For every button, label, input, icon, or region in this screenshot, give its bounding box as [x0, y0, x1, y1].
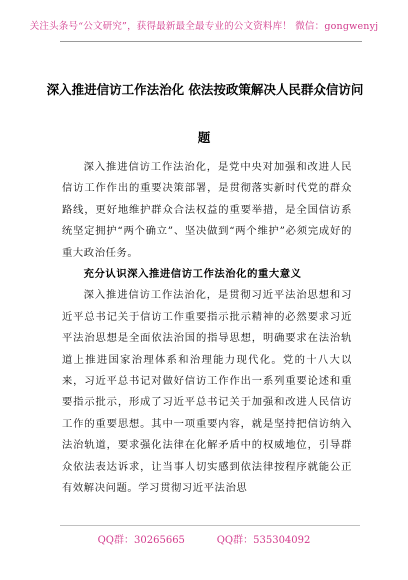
paragraph: 深入推进信访工作法治化，是贯彻习近平法治思想和习近平总书记关于信访工作重要指示批示精神的必然要求习近平法治思想是全面依法治国的指导思想，明确要求在法治轨道上推进国家治理体系和治理能力现代化。党的十八大以来，习近平总书记对做好信访工作作出一系列重要论述和重要指示批示，形成了习近平总书记关于加强和改进人民信访工作的重要思想。其中一项重要内容，就是坚持把信访纳入法治轨道，要求强化法律在化解矛盾中的权威地位，引导群众依法表达诉求，让当事人切实感到依法律按程序就能公正有效解决问题。学习贯彻习近平法治思: [62, 289, 352, 495]
section-heading: 充分认识深入推进信访工作法治化的重大意义: [83, 268, 302, 281]
qq-group-number: 535304092: [253, 535, 311, 546]
paragraph: 深入推进信访工作法治化，是党中央对加强和改进人民信访工作作出的重要决策部署，是贯彻落实新时代党的群众路线，更好地维护群众合法权益的重要举措，是全国信访系统坚定拥护“两个确立”、坚决做到“两个维护”必须完成好的重大政治任务。: [62, 161, 352, 259]
document-title-continued: 题: [197, 130, 211, 145]
footer-divider: [60, 525, 360, 526]
header-divider: [60, 41, 362, 42]
qq-group-label: QQ群：: [216, 535, 254, 546]
qq-footer: [0, 531, 408, 546]
qq-group-label: QQ群：: [97, 535, 135, 546]
qq-group-number: 30265665: [134, 535, 185, 546]
promo-header: 关注头条号“公文研究”，获得最新最全最专业的公文资料库！ 微信：gongwenyj: [29, 21, 379, 32]
document-body: [62, 157, 352, 500]
document-title: 深入推进信访工作法治化 依法按政策解决人民群众信访问: [46, 82, 364, 97]
